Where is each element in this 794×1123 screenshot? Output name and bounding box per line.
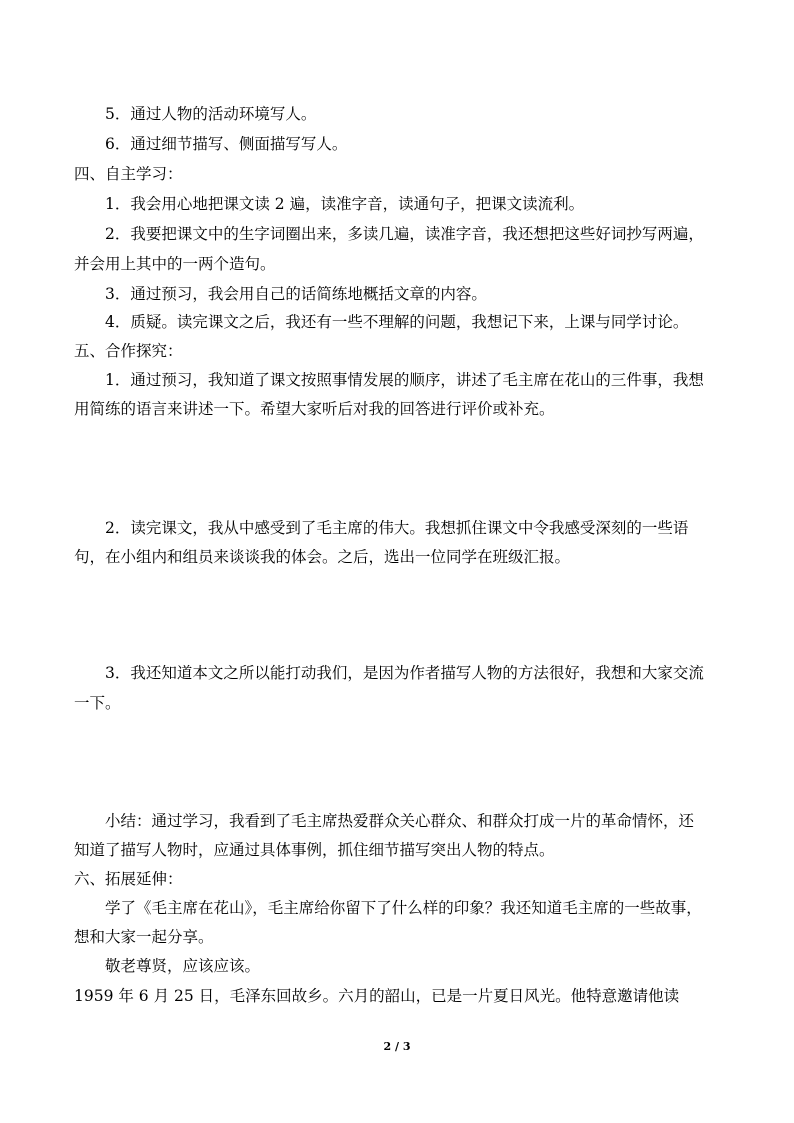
explore-item-3: 3．我还知道本文之所以能打动我们，是因为作者描写人物的方法很好，我想和大家交流	[105, 664, 704, 682]
self-study-item-1: 1．我会用心地把课文读 2 遍，读准字音，读通句子，把课文读流利。	[105, 195, 585, 213]
explore-item-1: 1．通过预习，我知道了课文按照事情发展的顺序，讲述了毛主席在花山的三件事，我想	[105, 371, 704, 389]
self-study-item-2: 2．我要把课文中的生字词圈出来，多读几遍，读准字音，我还想把这些好词抄写两遍，	[105, 225, 704, 243]
story-title: 敬老尊贤，应该应该。	[105, 957, 261, 975]
explore-item-2-cont: 句，在小组内和组员来谈谈我的体会。之后，选出一位同学在班级汇报。	[74, 548, 571, 566]
explore-item-2: 2．读完课文，我从中感受到了毛主席的伟大。我想抓住课文中令我感受深刻的一些语	[105, 519, 689, 537]
list-item-5: 5．通过人物的活动环境写人。	[105, 105, 317, 123]
section-heading-5: 五、合作探究：	[74, 342, 183, 360]
section-heading-6: 六、拓展延伸：	[74, 870, 183, 888]
explore-item-1-cont: 用简练的语言来讲述一下。希望大家听后对我的回答进行评价或补充。	[74, 400, 555, 418]
self-study-item-3: 3．通过预习，我会用自己的话简练地概括文章的内容。	[105, 285, 487, 303]
section-heading-4: 四、自主学习：	[74, 165, 183, 183]
summary-paragraph-cont: 知道了描写人物时，应通过具体事例，抓住细节描写突出人物的特点。	[74, 841, 555, 859]
list-item-6: 6．通过细节描写、侧面描写写人。	[105, 135, 348, 153]
extension-paragraph-cont: 想和大家一起分享。	[74, 928, 214, 946]
explore-item-3-cont: 一下。	[74, 694, 121, 712]
self-study-item-4: 4．质疑。读完课文之后，我还有一些不理解的问题，我想记下来，上课与同学讨论。	[105, 313, 689, 331]
summary-paragraph: 小结：通过学习，我看到了毛主席热爱群众关心群众、和群众打成一片的革命情怀，还	[105, 812, 695, 830]
self-study-item-2-cont: 并会用上其中的一两个造句。	[74, 255, 276, 273]
extension-paragraph: 学了《毛主席在花山》，毛主席给你留下了什么样的印象？我还知道毛主席的一些故事，	[105, 899, 702, 917]
page-number: 2 / 3	[383, 1040, 411, 1053]
story-paragraph: 1959 年 6 月 25 日，毛泽东回故乡。六月的韶山，已是一片夏日风光。他特意邀请他读	[74, 987, 680, 1005]
